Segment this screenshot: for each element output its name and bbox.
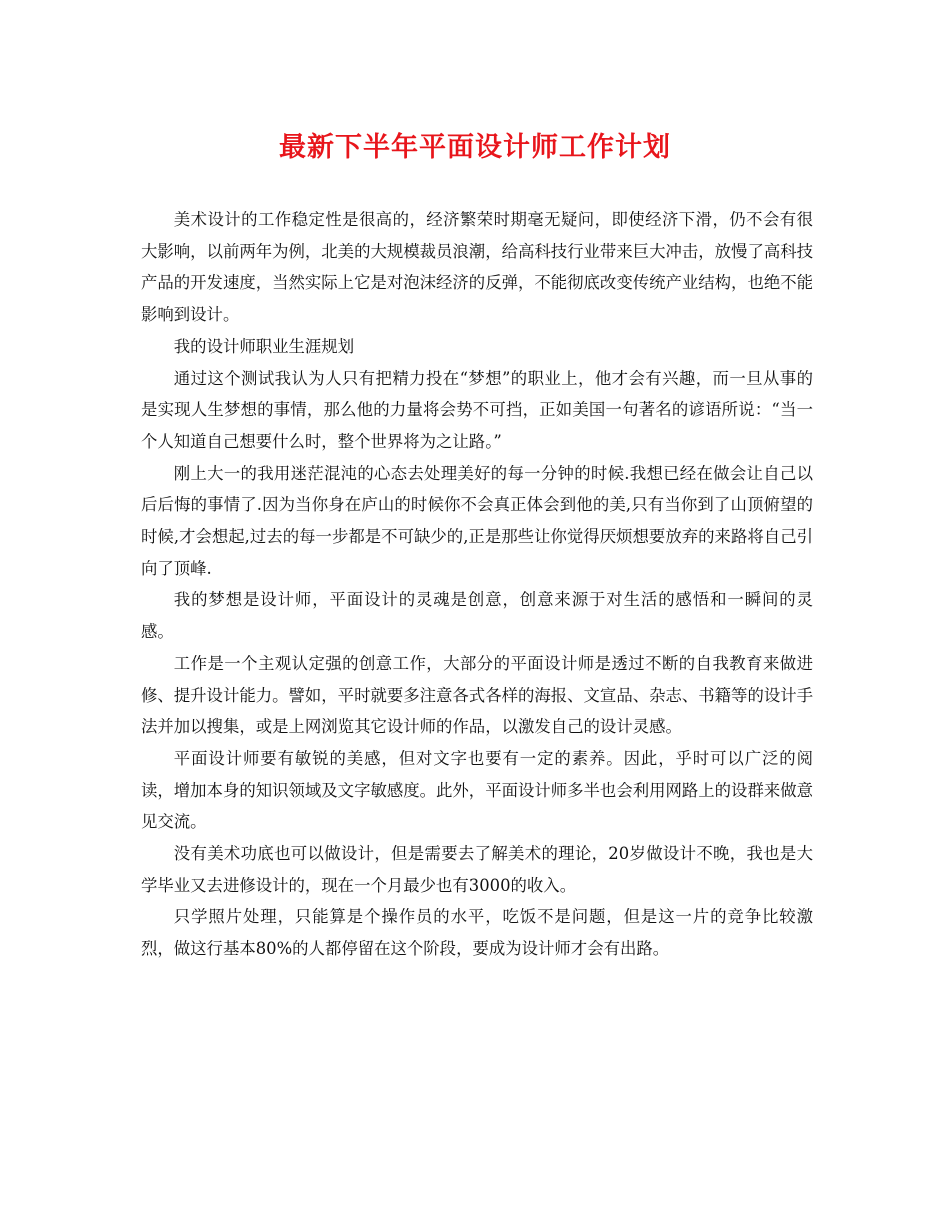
paragraph-9: 只学照片处理，只能算是个操作员的水平，吃饭不是问题，但是这一片的竞争比较激烈，做这行基本80%的人都停留在这个阶段，要成为设计师才会有出路。 <box>141 907 813 959</box>
document-body <box>141 204 813 965</box>
document-title: 最新下半年平面设计师工作计划 <box>279 132 671 163</box>
paragraph-6: 工作是一个主观认定强的创意工作，大部分的平面设计师是透过不断的自我教育来做进修、提升设计能力。譬如，平时就要多注意各式各样的海报、文宣品、杂志、书籍等的设计手法并加以搜集，或是上网浏览其它设计师的作品，以激发自己的设计灵感。 <box>141 653 814 737</box>
paragraph-3: 通过这个测试我认为人只有把精力投在“梦想”的职业上，他才会有兴趣，而一旦从事的是实现人生梦想的事情，那么他的力量将会势不可挡，正如美国一句著名的谚语所说：“当一个人知道自己想要什么时，整个世界将为之让路。” <box>141 368 813 451</box>
paragraph-4: 刚上大一的我用迷茫混沌的心态去处理美好的每一分钟的时候.我想已经在做会让自己以后后悔的事情了.因为当你身在庐山的时候你不会真正体会到他的美,只有当你到了山顶俯望的时候,才会想起,过去的每一步都是不可缺少的,正是那些让你觉得厌烦想要放弃的来路将自己引向了顶峰. <box>141 463 813 578</box>
paragraph-7: 平面设计师要有敏锐的美感，但对文字也要有一定的素养。因此，乎时可以广泛的阅读，增加本身的知识领域及文字敏感度。此外，平面设计师多半也会利用网路上的设群来做意见交流。 <box>141 748 814 832</box>
paragraph-8: 没有美术功底也可以做设计，但是需要去了解美术的理论，20岁做设计不晚，我也是大学毕业又去进修设计的，现在一个月最少也有3000的收入。 <box>141 844 813 895</box>
paragraph-5: 我的梦想是设计师，平面设计的灵魂是创意，创意来源于对生活的感悟和一瞬间的灵感。 <box>141 590 813 642</box>
paragraph-2-heading: 我的设计师职业生涯规划 <box>173 336 355 356</box>
paragraph-1: 美术设计的工作稳定性是很高的，经济繁荣时期毫无疑问，即使经济下滑，仍不会有很大影响，以前两年为例，北美的大规模裁员浪潮，给高科技行业带来巨大冲击，放慢了高科技产品的开发速度，当然实际上它是对泡沫经济的反弹，不能彻底改变传统产业结构，也绝不能影响到设计。 <box>141 210 814 325</box>
